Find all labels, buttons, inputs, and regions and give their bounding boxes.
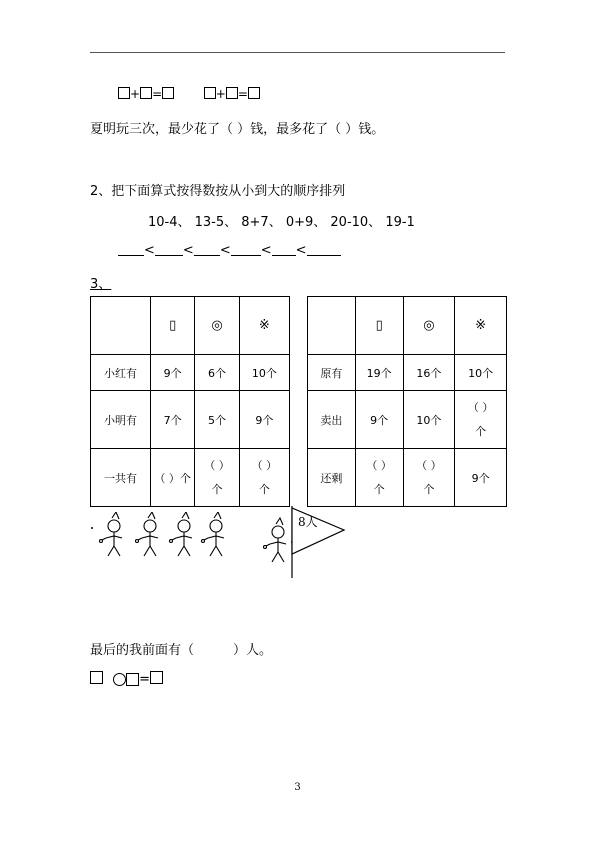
blank-field[interactable] — [272, 243, 296, 256]
dot-mark — [91, 527, 93, 529]
question-2-title: 2、把下面算式按得数按从小到大的顺序排列 — [90, 184, 346, 199]
blank-field[interactable] — [307, 243, 341, 256]
equals-sign: = — [152, 87, 163, 101]
answer-box[interactable] — [118, 87, 130, 99]
table-cell: 9个 — [151, 355, 195, 391]
plus-sign: + — [215, 87, 226, 101]
question-3-label: 3、 — [90, 277, 112, 292]
answer-box[interactable] — [150, 671, 163, 684]
header-empty — [91, 297, 151, 355]
row-label: 一共有 — [91, 449, 151, 507]
row-label: 小红有 — [91, 355, 151, 391]
page-number: 3 — [294, 782, 301, 793]
answer-box[interactable] — [248, 87, 260, 99]
answer-box[interactable] — [204, 87, 216, 99]
table-cell: 9个 — [455, 449, 507, 507]
header-target-icon: ◎ — [195, 297, 239, 355]
flag-icon — [286, 504, 350, 580]
child-figure-icon — [136, 512, 159, 556]
less-than: < — [260, 243, 272, 258]
less-than: < — [295, 243, 307, 258]
answer-cell[interactable]: （ ） 个 — [455, 391, 507, 449]
child-figure-icon — [170, 512, 193, 556]
child-figure-icon — [264, 518, 287, 562]
answer-box[interactable] — [90, 671, 103, 684]
row-label: 还剩 — [308, 449, 356, 507]
top-rule — [90, 52, 505, 53]
header-target-icon: ◎ — [403, 297, 455, 355]
plus-sign: + — [130, 87, 141, 101]
question-2-expressions: 10-4、 13-5、 8+7、 0+9、 20-10、 19-1 — [148, 215, 415, 230]
operator-circle[interactable] — [113, 673, 126, 686]
right-table — [307, 296, 507, 507]
operator-equation — [90, 671, 163, 687]
answer-cell[interactable]: （ ）个 — [151, 449, 195, 507]
header-empty — [308, 297, 356, 355]
table-cell: 16个 — [403, 355, 455, 391]
table-cell: 9个 — [355, 391, 403, 449]
less-than: < — [182, 243, 194, 258]
header-rect-icon: ▯ — [355, 297, 403, 355]
table-cell: 9个 — [239, 391, 289, 449]
answer-cell[interactable]: （ ） 个 — [355, 449, 403, 507]
equals-sign: = — [237, 87, 248, 101]
table-cell: 5个 — [195, 391, 239, 449]
blank-field[interactable] — [231, 243, 261, 256]
blank-field[interactable] — [194, 243, 220, 256]
child-figure-icon — [100, 512, 123, 556]
table-cell: 10个 — [455, 355, 507, 391]
header-asterisk-icon: ※ — [239, 297, 289, 355]
child-figure-icon — [202, 512, 225, 556]
less-than: < — [219, 243, 231, 258]
less-than: < — [144, 243, 155, 258]
answer-cell[interactable]: （ ） 个 — [239, 449, 289, 507]
left-table — [90, 296, 290, 507]
table-cell: 10个 — [239, 355, 289, 391]
answer-box[interactable] — [226, 87, 238, 99]
question-1-text: 夏明玩三次，最少花了（ ）钱，最多花了（ ）钱。 — [90, 122, 385, 137]
table-cell: 10个 — [403, 391, 455, 449]
flag-label: 8人 — [298, 515, 318, 529]
question-4-text: 最后的我前面有（ ）人。 — [90, 643, 273, 658]
answer-box[interactable] — [162, 87, 174, 99]
answer-box[interactable] — [126, 673, 139, 686]
table-cell: 19个 — [355, 355, 403, 391]
formula-line — [118, 87, 260, 101]
table-cell: 7个 — [151, 391, 195, 449]
header-asterisk-icon: ※ — [455, 297, 507, 355]
row-label: 卖出 — [308, 391, 356, 449]
row-label: 原有 — [308, 355, 356, 391]
answer-box[interactable] — [140, 87, 152, 99]
equals-sign: = — [139, 672, 151, 687]
ordering-blanks — [118, 243, 341, 258]
answer-cell[interactable]: （ ） 个 — [403, 449, 455, 507]
header-rect-icon: ▯ — [151, 297, 195, 355]
answer-cell[interactable]: （ ） 个 — [195, 449, 239, 507]
table-cell: 6个 — [195, 355, 239, 391]
row-label: 小明有 — [91, 391, 151, 449]
blank-field[interactable] — [155, 243, 183, 256]
blank-field[interactable] — [118, 243, 144, 256]
